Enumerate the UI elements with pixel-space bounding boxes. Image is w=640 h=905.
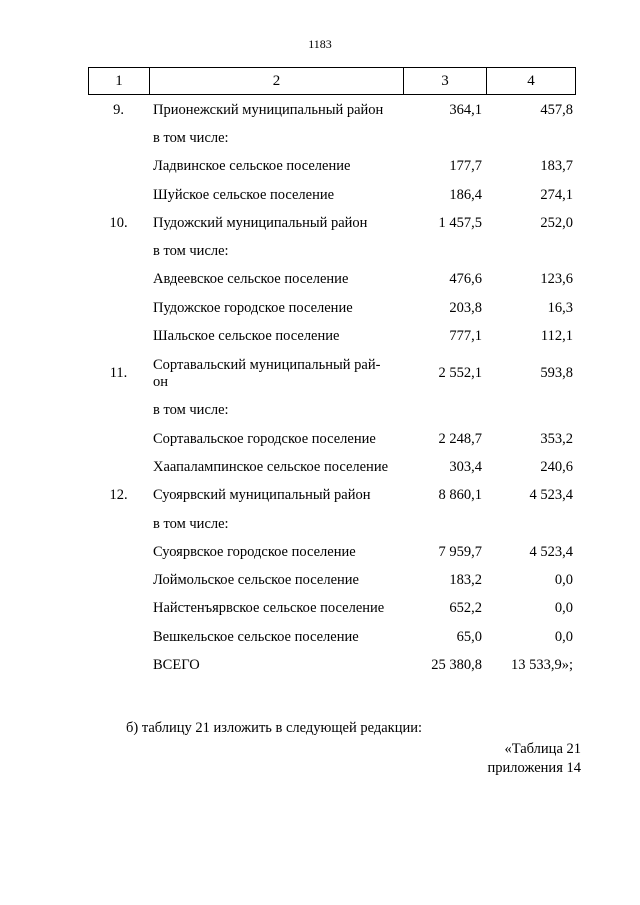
row-value-col3: 177,7 [449, 158, 482, 175]
table-row [88, 482, 576, 510]
row-name: в том числе: [153, 402, 229, 419]
row-name: в том числе: [153, 243, 229, 260]
table-row [88, 425, 576, 453]
row-value-col4: 0,0 [554, 600, 573, 617]
table-header-cell: 1 [89, 68, 150, 94]
table-header-row [88, 67, 576, 95]
table-row [88, 322, 576, 350]
table-caption [488, 740, 581, 778]
table-row [88, 623, 576, 651]
row-value-col3: 1 457,5 [438, 214, 482, 231]
row-value-col4: 123,6 [540, 271, 573, 288]
row-value-col3: 364,1 [449, 101, 482, 118]
row-value-col4: 240,6 [540, 458, 573, 475]
row-value-col4: 353,2 [540, 430, 573, 447]
row-value-col3: 777,1 [449, 328, 482, 345]
row-value-col3: 7 959,7 [438, 543, 482, 560]
table-row [88, 351, 576, 397]
row-value-col4: 112,1 [540, 328, 573, 345]
row-name: Хаапалампинское сельское поселение [153, 458, 389, 475]
caption-line: приложения 14 [487, 760, 581, 776]
row-value-col4: 16,3 [547, 299, 573, 316]
row-value-col4: 4 523,4 [529, 543, 573, 560]
row-name: Суоярвское городское поселение [153, 543, 356, 560]
table-row [88, 294, 576, 322]
row-value-col4: 4 523,4 [529, 487, 573, 504]
row-value-col3: 65,0 [456, 628, 482, 645]
row-name: Шуйское сельское поселение [153, 186, 335, 203]
table-row [88, 96, 576, 124]
table-row [88, 538, 576, 566]
row-value-col4: 274,1 [540, 186, 573, 203]
row-value-col4: 13 533,9»; [510, 656, 573, 673]
caption-line: «Таблица 21 [504, 741, 581, 757]
row-name: Пудожское городское поселение [153, 299, 353, 316]
row-value-col3: 183,2 [449, 572, 482, 589]
row-name: Сортавальский муниципальный рай- он [153, 356, 381, 390]
row-name: Пудожский муниципальный район [153, 214, 368, 231]
table-row [88, 651, 576, 679]
table-row [88, 397, 576, 425]
table-row [88, 453, 576, 481]
table-row [88, 209, 576, 237]
table-row [88, 124, 576, 152]
table-row [88, 266, 576, 294]
table-row [88, 153, 576, 181]
row-name: в том числе: [153, 515, 229, 532]
row-value-col3: 652,2 [449, 600, 482, 617]
row-value-col4: 252,0 [540, 214, 573, 231]
row-name: Ладвинское сельское поселение [153, 158, 351, 175]
row-value-col3: 476,6 [449, 271, 482, 288]
row-value-col4: 0,0 [554, 572, 573, 589]
row-name: Вешкельское сельское поселение [153, 628, 359, 645]
row-name: Прионежский муниципальный район [153, 101, 384, 118]
row-value-col3: 2 552,1 [438, 365, 482, 382]
row-name: Лоймольское сельское поселение [153, 572, 359, 589]
row-value-col4: 183,7 [540, 158, 573, 175]
table-header-cell: 4 [527, 72, 535, 89]
row-value-col4: 0,0 [554, 628, 573, 645]
row-number: 10. [109, 214, 128, 231]
page-number: 1183 [308, 37, 332, 51]
row-value-col3: 203,8 [449, 299, 482, 316]
row-value-col3: 8 860,1 [438, 487, 482, 504]
table-row [88, 566, 576, 594]
table-row [88, 237, 576, 265]
row-number: 11. [109, 365, 128, 382]
table-body [88, 96, 576, 680]
table-header-cell: 2 [150, 68, 404, 94]
table-header-cell: 3 [404, 68, 487, 94]
row-number: 9. [113, 101, 124, 118]
row-name: Найстенъярвское сельское поселение [153, 600, 385, 617]
row-name: ВСЕГО [153, 656, 200, 673]
row-value-col3: 303,4 [449, 458, 482, 475]
table-row [88, 510, 576, 538]
instruction-text: б) таблицу 21 изложить в следующей редакции: [126, 720, 423, 736]
row-name: Сортавальское городское поселение [153, 430, 376, 447]
row-value-col4: 457,8 [540, 101, 573, 118]
row-number: 12. [109, 487, 128, 504]
row-value-col4: 593,8 [540, 365, 573, 382]
row-name: Суоярвский муниципальный район [153, 487, 371, 504]
row-name: Авдеевское сельское поселение [153, 271, 349, 288]
row-value-col3: 25 380,8 [431, 656, 482, 673]
table-row [88, 595, 576, 623]
row-value-col3: 2 248,7 [438, 430, 482, 447]
row-name: в том числе: [153, 129, 229, 146]
row-name: Шальское сельское поселение [153, 328, 340, 345]
row-value-col3: 186,4 [449, 186, 482, 203]
table-row [88, 181, 576, 209]
